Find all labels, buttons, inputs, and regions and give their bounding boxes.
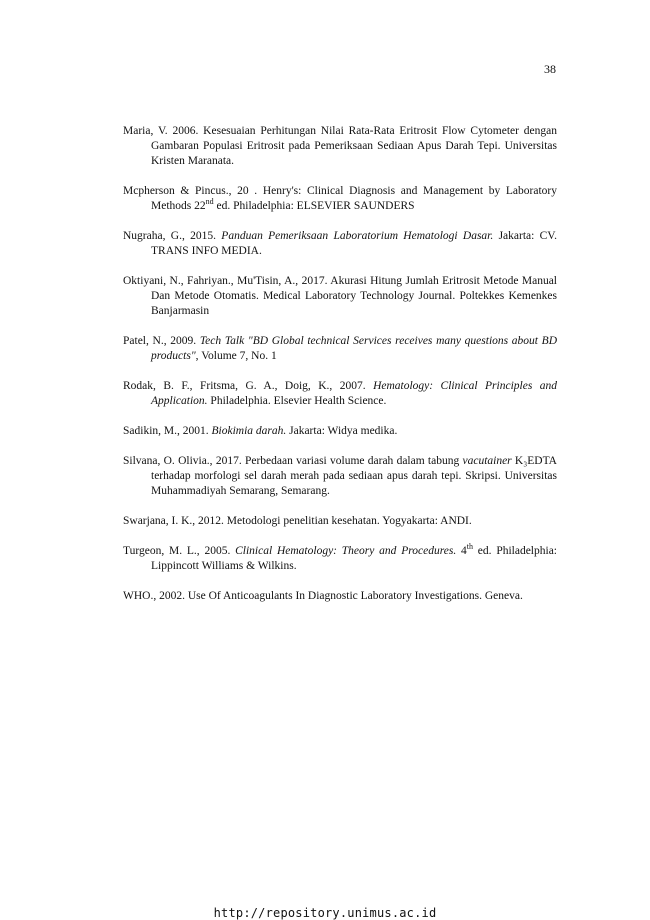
reference-entry: [123, 274, 557, 319]
reference-italic-term: vacutainer: [462, 455, 512, 467]
reference-entry: [123, 334, 557, 364]
reference-entry: [123, 514, 557, 529]
reference-author: Sadikin, M., 2001.: [123, 425, 212, 437]
page-number: 38: [544, 62, 556, 76]
reference-publisher: Jakarta: CV. TRANS INFO MEDIA.: [151, 230, 557, 257]
reference-title: Biokimia darah.: [211, 425, 287, 437]
reference-publisher: , Volume 7, No. 1: [195, 350, 277, 362]
reference-author: Turgeon, M. L., 2005.: [123, 545, 236, 557]
reference-title: Clinical Hematology: Theory and Procedures.: [235, 545, 457, 557]
reference-list: [123, 124, 557, 619]
reference-publisher: Philadelphia. Elsevier Health Science.: [207, 395, 387, 407]
reference-entry: [123, 544, 557, 574]
reference-text: Oktiyani, N., Fahriyan., Mu'Tisin, A., 2017. Akurasi Hitung Jumlah Eritrosit Metode Manual Dan Metode Otomatis. Medical Laboratory Technology Journal. Poltekkes Kemenkes Banjarmasin: [123, 275, 557, 317]
reference-title: Tech Talk "BD Global technical Services receives many questions about BD products": [151, 335, 557, 362]
reference-title: Panduan Pemeriksaan Laboratorium Hematologi Dasar.: [221, 230, 494, 242]
reference-title: Hematology: Clinical Principles and Application.: [151, 380, 557, 407]
reference-entry: [123, 589, 557, 604]
reference-entry: [123, 229, 557, 259]
reference-edition: 4: [456, 545, 467, 557]
reference-text-end: K₃EDTA terhadap morfologi sel darah merah pada sediaan apus darah tepi. Skripsi. Universitas Muhammadiyah Semarang, Semarang.: [151, 455, 557, 497]
reference-superscript: nd: [205, 197, 214, 207]
reference-text: Maria, V. 2006. Kesesuaian Perhitungan Nilai Rata-Rata Eritrosit Flow Cytometer dengan Gambaran Populasi Eritrosit pada Pemeriksaan Sediaan Apus Darah Tepi. Universitas Kristen Maranata.: [123, 125, 557, 167]
reference-publisher: Jakarta: Widya medika.: [286, 425, 398, 437]
reference-author: Nugraha, G., 2015.: [123, 230, 222, 242]
reference-text: WHO., 2002. Use Of Anticoagulants In Diagnostic Laboratory Investigations. Geneva.: [123, 590, 523, 602]
reference-author: Patel, N., 2009.: [123, 335, 200, 347]
reference-entry: [123, 424, 557, 439]
reference-entry: [123, 454, 557, 499]
reference-author: Rodak, B. F., Fritsma, G. A., Doig, K., 2007.: [123, 380, 374, 392]
footer-url[interactable]: http://repository.unimus.ac.id: [213, 906, 437, 920]
reference-text: Swarjana, I. K., 2012. Metodologi penelitian kesehatan. Yogyakarta: ANDI.: [123, 515, 472, 527]
reference-entry: [123, 184, 557, 214]
reference-text: Silvana, O. Olivia., 2017. Perbedaan variasi volume darah dalam tabung: [123, 455, 463, 467]
reference-superscript: th: [466, 542, 474, 552]
reference-text-end: ed. Philadelphia: ELSEVIER SAUNDERS: [213, 200, 415, 212]
reference-entry: [123, 124, 557, 169]
reference-entry: [123, 379, 557, 409]
reference-text: Mcpherson & Pincus., 20 . Henry's: Clinical Diagnosis and Management by Laboratory Methods 22: [123, 185, 557, 212]
reference-publisher: ed. Philadelphia: Lippincott Williams & Wilkins.: [151, 545, 557, 572]
